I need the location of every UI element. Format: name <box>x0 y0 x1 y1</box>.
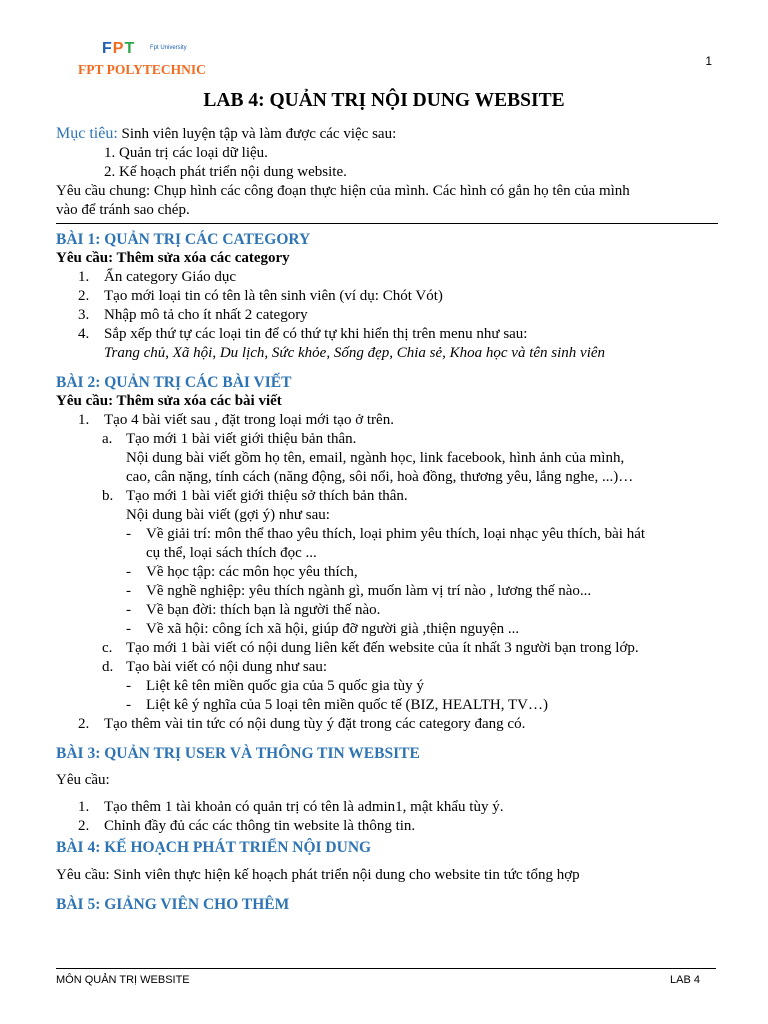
dash-bullet: - <box>126 526 131 542</box>
list-number: 1. <box>78 799 90 815</box>
dash-text: Về giải trí: môn thể thao yêu thích, loại phim yêu thích, loại nhạc yêu thích, bài hát <box>146 526 646 542</box>
list-item <box>56 798 716 817</box>
dash-text: Về bạn đời: thích bạn là người thế nào. <box>146 602 381 618</box>
sub-item-d <box>56 658 716 677</box>
logo-letter-p: P <box>112 40 125 57</box>
general-requirement-line-1: Yêu cầu chung: Chụp hình các công đoạn thực hiện của mình. Các hình có gắn họ tên của mình <box>56 183 630 199</box>
logo-letter-t: T <box>124 40 136 57</box>
dash-text: Về học tập: các môn học yêu thích, <box>146 564 358 580</box>
sub-text: Tạo mới 1 bài viết giới thiệu bản thân. <box>126 431 357 447</box>
sub-text: Tạo bài viết có nội dung như sau: <box>126 659 328 675</box>
list-item <box>56 411 716 430</box>
sub-letter: b. <box>102 488 114 504</box>
sub-item-a <box>56 430 716 449</box>
list-item <box>56 817 716 836</box>
list-text: Tạo thêm vài tin tức có nội dung tùy ý đặt trong các category đang có. <box>104 716 526 732</box>
logo-letter-f: F <box>102 40 113 57</box>
section-heading-bai4: BÀI 4: KẾ HOẠCH PHÁT TRIỂN NỘI DUNG <box>56 839 372 856</box>
dash-item <box>56 620 716 639</box>
list-number: 4. <box>78 326 90 342</box>
objective-line <box>56 124 716 144</box>
dash-item <box>56 582 716 601</box>
list-item <box>56 287 716 306</box>
sub-item-c <box>56 639 716 658</box>
bai3-requirement: Yêu cầu: <box>56 772 110 788</box>
logo-university-text: Fpt University <box>150 45 187 51</box>
list-number: 3. <box>78 307 90 323</box>
menu-order-text: Trang chủ, Xã hội, Du lịch, Sức khỏe, Sống đẹp, Chia sẻ, Khoa học và tên sinh viên <box>104 345 606 361</box>
list-text: Nhập mô tả cho ít nhất 2 category <box>104 307 308 323</box>
sub-letter: a. <box>102 431 113 447</box>
dash-bullet: - <box>126 678 131 694</box>
sub-letter: c. <box>102 640 113 656</box>
section-heading-bai5: BÀI 5: GIẢNG VIÊN CHO THÊM <box>56 896 290 913</box>
list-number: 2. <box>78 716 90 732</box>
footer-course-name: MÔN QUẢN TRỊ WEBSITE <box>56 974 190 986</box>
dash-item <box>56 677 716 696</box>
list-text: Tạo thêm 1 tài khoản có quản trị có tên là admin1, mật khẩu tùy ý. <box>104 799 504 815</box>
sub-item-a-detail: Nội dung bài viết gồm họ tên, email, ngành học, link facebook, hình ảnh của mình, <box>126 450 625 466</box>
sub-item-b-detail: Nội dung bài viết (gợi ý) như sau: <box>126 507 330 523</box>
section-heading-bai2: BÀI 2: QUẢN TRỊ CÁC BÀI VIẾT <box>56 374 292 391</box>
dash-bullet: - <box>126 697 131 713</box>
fpt-polytechnic-logo <box>58 36 238 84</box>
page-number: 1 <box>705 54 712 68</box>
list-item <box>56 306 716 325</box>
list-text: Ẩn category Giáo dục <box>104 269 237 285</box>
dash-text: Liệt kê tên miền quốc gia của 5 quốc gia tùy ý <box>146 678 424 694</box>
section-heading-bai1: BÀI 1: QUẢN TRỊ CÁC CATEGORY <box>56 231 311 248</box>
dash-item <box>56 563 716 582</box>
dash-bullet: - <box>126 602 131 618</box>
sub-text: Tạo mới 1 bài viết giới thiệu sở thích bản thân. <box>126 488 408 504</box>
list-item <box>56 325 716 344</box>
list-number: 2. <box>78 288 90 304</box>
logo-polytechnic-text: FPT POLYTECHNIC <box>78 62 206 77</box>
goal-item: 2. Kế hoạch phát triển nội dung website. <box>104 164 347 180</box>
sub-letter: d. <box>102 659 114 675</box>
dash-bullet: - <box>126 583 131 599</box>
list-text: Chỉnh đầy đủ các các thông tin website là thông tin. <box>104 818 416 834</box>
list-text: Sắp xếp thứ tự các loại tin để có thứ tự khi hiển thị trên menu như sau: <box>104 326 528 342</box>
bai1-requirement: Yêu cầu: Thêm sửa xóa các category <box>56 250 290 266</box>
objective-text: Sinh viên luyện tập và làm được các việc sau: <box>117 126 397 142</box>
footer-lab-label: LAB 4 <box>670 974 700 986</box>
objective-label: Mục tiêu: <box>56 125 118 142</box>
sub-text: Tạo mới 1 bài viết có nội dung liên kết đến website của ít nhất 3 người bạn trong lớp. <box>126 640 639 656</box>
list-item <box>56 268 716 287</box>
document-body <box>56 124 716 914</box>
divider <box>56 223 718 224</box>
footer-divider <box>56 968 716 969</box>
list-number: 1. <box>78 269 90 285</box>
sub-item-b <box>56 487 716 506</box>
dash-item <box>56 544 716 563</box>
list-item <box>56 715 716 734</box>
bai2-requirement: Yêu cầu: Thêm sửa xóa các bài viết <box>56 393 282 409</box>
section-heading-bai3: BÀI 3: QUẢN TRỊ USER VÀ THÔNG TIN WEBSITE <box>56 745 420 762</box>
list-text: Tạo 4 bài viết sau , đặt trong loại mới tạo ở trên. <box>104 412 394 428</box>
dash-bullet: - <box>126 621 131 637</box>
dash-bullet: - <box>126 564 131 580</box>
list-text: Tạo mới loại tin có tên là tên sinh viên (ví dụ: Chót Vót) <box>104 288 443 304</box>
dash-item <box>56 525 716 544</box>
list-number: 1. <box>78 412 90 428</box>
dash-text: Về xã hội: công ích xã hội, giúp đỡ người già ,thiện nguyện ... <box>146 621 520 637</box>
page-title: LAB 4: QUẢN TRỊ NỘI DUNG WEBSITE <box>203 90 565 111</box>
general-requirement-line-2: vào để tránh sao chép. <box>56 202 190 218</box>
goal-item: 1. Quản trị các loại dữ liệu. <box>104 145 268 161</box>
fpt-logo-mark <box>102 40 135 58</box>
dash-item <box>56 696 716 715</box>
sub-item-a-detail: cao, cân nặng, tính cách (năng động, sôi nổi, hoà đồng, thương yêu, lắng nghe, ...)… <box>126 469 634 485</box>
dash-item <box>56 601 716 620</box>
list-number: 2. <box>78 818 90 834</box>
dash-text: Liệt kê ý nghĩa của 5 loại tên miền quốc tế (BIZ, HEALTH, TV…) <box>146 697 548 713</box>
dash-text: cụ thể, loại sách thích đọc ... <box>146 545 317 561</box>
dash-text: Về nghề nghiệp: yêu thích ngành gì, muốn làm vị trí nào , lương thế nào... <box>146 583 592 599</box>
bai4-requirement: Yêu cầu: Sinh viên thực hiện kế hoạch phát triển nội dung cho website tin tức tổng hợp <box>56 867 580 883</box>
